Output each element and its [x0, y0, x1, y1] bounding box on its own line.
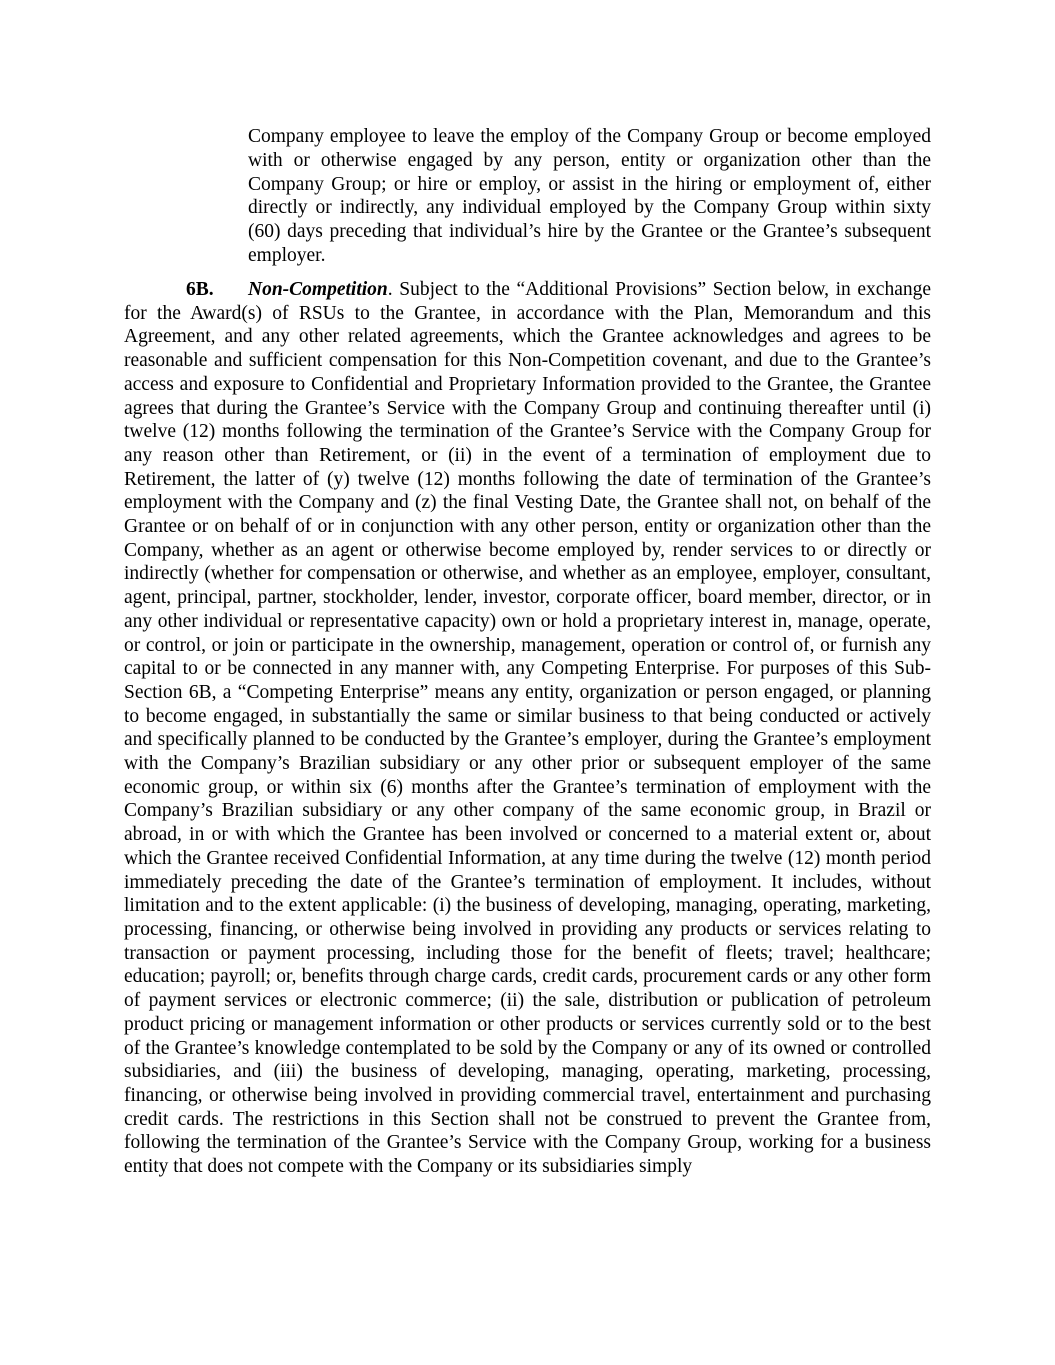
- section-body: Subject to the “Additional Provisions” Section below, in exchange for the Award(s) of RSUs to the Grantee, in accordance with the Plan, Memorandum and this Agreement, and any other related agreements, which the Grantee acknowledges and agrees to be reasonable and sufficient compensation for this Non-Competition covenant, and due to the Grantee’s access and exposure to Confidential and Proprietary Information provided to the Grantee, the Grantee agrees that during the Grantee’s Service with the Company Group and continuing thereafter until (i) twelve (12) months following the termination of the Grantee’s Service with the Company Group for any reason other than Retirement, or (ii) in the event of a termination of employment due to Retirement, the latter of (y) twelve (12) months following the date of termination of the Grantee’s employment with the Company and (z) the final Vesting Date, the Grantee shall not, on behalf of the Grantee or on behalf of or in conjunction with any other person, entity or organization other than the Company, whether as an agent or otherwise become employed by, render services to or directly or indirectly (whether for compensation or otherwise, and whether as an employee, employer, consultant, agent, principal, partner, stockholder, lender, investor, corporate officer, board member, director, or in any other individual or representative capacity) own or hold a proprietary interest in, manage, operate, or control, or join or participate in the ownership, management, operation or control of, or furnish any capital to or be connected in any manner with, any Competing Enterprise. For purposes of this Sub-Section 6B, a “Competing Enterprise” means any entity, organization or person engaged, or planning to become engaged, in substantially the same or similar business to that being conducted or actively and specifically planned to be conducted by the Grantee’s employer, during the Grantee’s employment with the Company’s Brazilian subsidiary or any other prior or subsequent employer of the same economic group, or within six (6) months after the Grantee’s termination of employment with the Company’s Brazilian subsidiary or any other company of the same economic group, in Brazil or abroad, in or with which the Grantee has been involved or concerned to a material extent or, about which the Grantee received Confidential Information, at any time during the twelve (12) month period immediately preceding the date of the Grantee’s termination of employment. It includes, without limitation and to the extent applicable: (i) the business of developing, managing, operating, marketing, processing, financing, or otherwise being involved in providing any products or services relating to transaction or payment processing, including those for the benefit of fleets; travel; healthcare; education; payroll; or, benefits through charge cards, credit cards, procurement cards or any other form of payment services or electronic commerce; (ii) the sale, distribution or publication of petroleum product pricing or management information or other products or services currently sold or to the best of the Grantee’s knowledge contemplated to be sold by the Company or any of its owned or controlled subsidiaries, and (iii) the business of developing, managing, operating, marketing, processing, financing, or otherwise being involved in providing commercial travel, entertainment and purchasing credit cards. The restrictions in this Section shall not be construed to prevent the Grantee from, following the termination of the Grantee’s Service with the Company Group, working for a business entity that does not compete with the Company or its subsidiaries simply: [124, 279, 931, 1178]
- section-6b-paragraph: [124, 278, 931, 1179]
- section-title: Non-Competition: [248, 279, 388, 300]
- section-number: 6B.: [186, 279, 214, 300]
- continuation-paragraph: Company employee to leave the employ of the Company Group or become employed with or otherwise engaged by any person, entity or organization other than the Company Group; or hire or employ, or assist in the hiring or employment of, either directly or indirectly, any individual employed by the Company Group within sixty (60) days preceding that individual’s hire by the Grantee or the Grantee’s subsequent employer.: [248, 126, 931, 266]
- section-title-punct: .: [387, 279, 393, 300]
